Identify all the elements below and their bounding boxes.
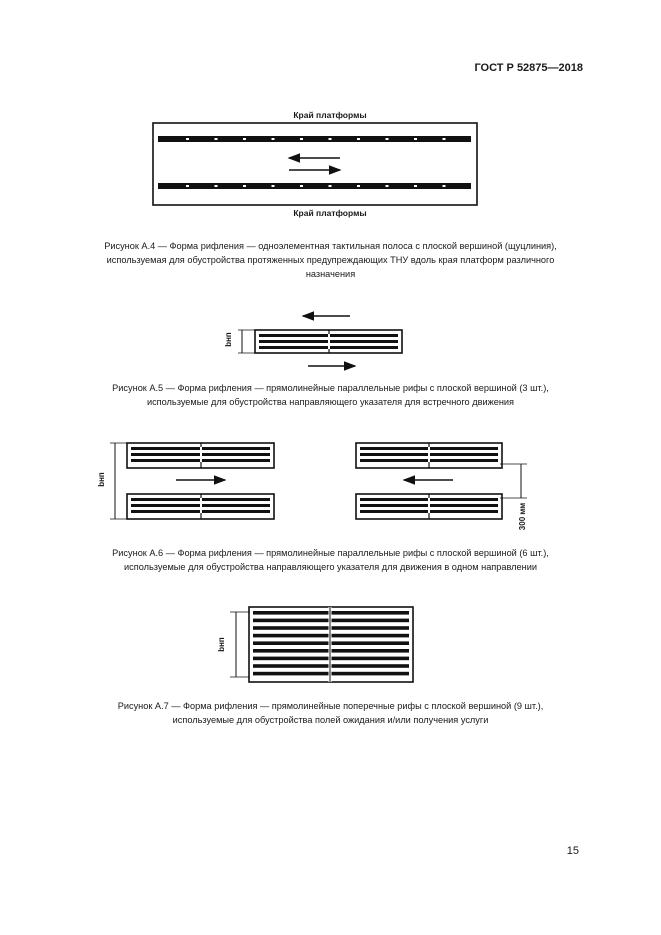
strip-notch bbox=[186, 138, 189, 140]
caption-line: используемая для обустройства протяженных предупреждающих ТНУ вдоль края платформ различного bbox=[106, 255, 555, 265]
strip-notch bbox=[272, 138, 275, 140]
strip-notch bbox=[357, 138, 360, 140]
strip-notch bbox=[357, 185, 360, 187]
caption-a4 bbox=[55, 239, 606, 281]
strip-notch bbox=[329, 185, 332, 187]
strip-notch bbox=[300, 185, 303, 187]
figure-a6-right-diagram bbox=[356, 443, 527, 519]
figure-a5-diagram bbox=[238, 316, 402, 366]
strip-notch bbox=[186, 185, 189, 187]
strip-notch bbox=[329, 138, 332, 140]
caption-line: назначения bbox=[305, 269, 356, 279]
platform-edge-top-label: Край платформы bbox=[293, 110, 367, 120]
caption-line: используемые для обустройства направляющего указателя для встречного движения bbox=[146, 397, 515, 407]
strip-notch bbox=[215, 138, 218, 140]
strip-notch bbox=[386, 138, 389, 140]
figure-a6-left-diagram bbox=[110, 443, 274, 519]
strip-notch bbox=[414, 138, 417, 140]
caption-a5 bbox=[55, 381, 606, 409]
caption-line: Рисунок А.4 — Форма рифления — одноэлементная тактильная полоса с плоской вершиной (щуцлиния), bbox=[104, 241, 557, 251]
strip-notch bbox=[215, 185, 218, 187]
dim-label-a5: bнп bbox=[223, 332, 233, 347]
caption-line: Рисунок А.5 — Форма рифления — прямолинейные параллельные рифы с плоской вершиной (3 шт.), bbox=[112, 383, 549, 393]
dim-label-a6: bнп bbox=[96, 472, 106, 487]
tactile-strip-bottom bbox=[158, 183, 471, 189]
caption-a6 bbox=[55, 546, 606, 574]
dim-300mm-label: 300 мм bbox=[518, 502, 528, 531]
figure-a4-diagram bbox=[153, 123, 477, 205]
strip-notch bbox=[243, 138, 246, 140]
tactile-strip-top bbox=[158, 136, 471, 142]
platform-outline bbox=[153, 123, 477, 205]
figure-a7-diagram bbox=[230, 607, 413, 682]
caption-a7 bbox=[55, 699, 606, 727]
strip-notch bbox=[443, 138, 446, 140]
platform-edge-bottom-label: Край платформы bbox=[293, 208, 367, 218]
caption-line: Рисунок А.7 — Форма рифления — прямолинейные поперечные рифы с плоской вершиной (9 шт.), bbox=[117, 701, 544, 711]
strip-notch bbox=[272, 185, 275, 187]
page-number: 15 bbox=[566, 845, 579, 857]
strip-notch bbox=[414, 185, 417, 187]
strip-notch bbox=[443, 185, 446, 187]
strip-notch bbox=[386, 185, 389, 187]
dim-label-a7: bнп bbox=[216, 637, 226, 652]
caption-line: используемые для обустройства полей ожидания и/или получения услуги bbox=[172, 715, 489, 725]
strip-notch bbox=[243, 185, 246, 187]
standard-number: ГОСТ Р 52875—2018 bbox=[474, 62, 583, 74]
caption-line: используемые для обустройства направляющего указателя для движения в одном направлении bbox=[124, 562, 537, 572]
strip-notch bbox=[300, 138, 303, 140]
caption-line: Рисунок А.6 — Форма рифления — прямолинейные параллельные рифы с плоской вершиной (6 шт.), bbox=[112, 548, 549, 558]
